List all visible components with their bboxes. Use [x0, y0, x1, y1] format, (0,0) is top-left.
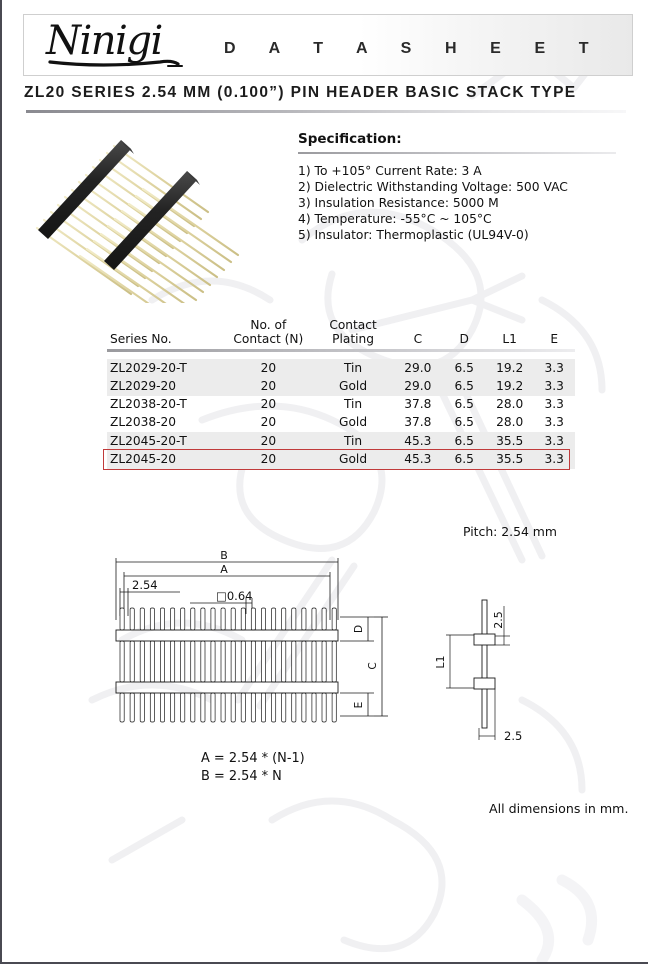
pin-segment: [332, 641, 336, 682]
side-view-drawing: [426, 596, 556, 746]
pin-segment: [171, 693, 175, 722]
table-row[interactable]: [107, 378, 575, 396]
col-c: C: [413, 332, 423, 347]
formula-a: A = 2.54 * (N-1): [201, 751, 305, 766]
cell-n: 20: [260, 415, 277, 430]
pin-segment: [251, 693, 255, 722]
pin-segment: [322, 608, 326, 630]
pin-segment: [211, 641, 215, 682]
pin-segment: [150, 641, 154, 682]
pin-segment: [241, 693, 245, 722]
spec-item: 1) To +105° Current Rate: 3 A: [298, 164, 482, 178]
pin-segment: [171, 608, 175, 630]
all-dimensions-note: All dimensions in mm.: [489, 801, 629, 816]
cell-series: ZL2029-20-T: [107, 359, 224, 377]
pin-segment: [332, 608, 336, 630]
formula-b: B = 2.54 * N: [201, 769, 282, 785]
dim-c-label: C: [367, 662, 379, 670]
pin-segment: [292, 641, 296, 682]
pin-segment: [312, 641, 316, 682]
pin-segment: [292, 608, 296, 630]
cell-c: 37.8: [404, 415, 432, 430]
dim-e-label: E: [353, 701, 365, 709]
pin-segment: [211, 608, 215, 630]
table-row[interactable]: [107, 359, 575, 377]
table-body: [107, 359, 575, 468]
pin-segment: [302, 693, 306, 722]
cell-n: 20: [224, 378, 313, 396]
pin-segment: [150, 608, 154, 630]
cell-l1: 19.2: [486, 359, 534, 377]
pin-segment: [191, 608, 195, 630]
cell-plating: Gold: [313, 450, 393, 468]
pin-segment: [251, 608, 255, 630]
pitch-note: Pitch: 2.54 mm: [463, 524, 557, 539]
specification-divider: [298, 152, 616, 154]
pin-segment: [261, 693, 265, 722]
pin-segment: [130, 608, 134, 630]
pin-segment: [160, 608, 164, 630]
dim-pitch-label: 2.54: [132, 578, 158, 592]
pin-segment: [302, 608, 306, 630]
cell-d: 6.5: [443, 432, 486, 450]
dim-bottom-label: 2.5: [504, 729, 523, 743]
pin-segment: [261, 608, 265, 630]
pin-segment: [140, 641, 144, 682]
pin-segment: [282, 641, 286, 682]
pin-segment: [120, 641, 124, 682]
cell-c: 29.0: [393, 378, 442, 396]
cell-series: ZL2045-20-T: [107, 432, 224, 450]
cell-series: ZL2045-20: [107, 450, 224, 468]
table-header-row: [107, 318, 575, 349]
cell-c: 45.3: [393, 450, 442, 468]
cell-n: 20: [224, 359, 313, 377]
cell-e: 3.3: [533, 450, 575, 468]
cell-series: ZL2038-20-T: [110, 397, 187, 412]
pin-segment: [272, 608, 276, 630]
table-row[interactable]: [107, 414, 575, 432]
pin-segment: [191, 641, 195, 682]
pin-segment: [171, 641, 175, 682]
cell-l1: 35.5: [486, 450, 534, 468]
cell-plating: Gold: [339, 415, 368, 430]
cell-d: 6.5: [443, 450, 486, 468]
product-photo: [35, 128, 285, 303]
pin-segment: [241, 641, 245, 682]
svg-text:Ninigi: Ninigi: [46, 18, 162, 64]
pin-segment: [211, 693, 215, 722]
spec-item: 2) Dielectric Withstanding Voltage: 500 VAC: [298, 180, 568, 195]
pin-segment: [322, 693, 326, 722]
cell-series: ZL2038-20: [110, 415, 177, 430]
cell-l1: 28.0: [496, 397, 524, 412]
cell-e: 3.3: [533, 378, 575, 396]
col-l1: L1: [502, 332, 517, 347]
pin-segment: [191, 693, 195, 722]
dim-d-label: D: [353, 624, 365, 634]
spec-item: 5) Insulator: Thermoplastic (UL94V-0): [298, 228, 529, 243]
pin-segment: [282, 608, 286, 630]
specification-list: [298, 163, 628, 243]
cell-l1: 28.0: [496, 415, 524, 430]
pin-segment: [231, 693, 235, 722]
pin-segment: [140, 608, 144, 630]
cell-c: 45.3: [393, 432, 442, 450]
pin-segment: [221, 693, 225, 722]
pin-segment: [282, 693, 286, 722]
table-row[interactable]: [107, 432, 575, 450]
cell-e: 3.3: [544, 415, 564, 430]
pin-segment: [241, 608, 245, 630]
table-spacer: [107, 352, 575, 359]
pin-segment: [261, 641, 265, 682]
dim-top-label: 2.5: [492, 611, 505, 629]
pin-segment: [160, 641, 164, 682]
cell-e: 3.3: [533, 359, 575, 377]
formula-block: [201, 750, 305, 787]
col-no-of-contact: No. of Contact (N): [233, 318, 304, 347]
specification-heading: Specification:: [298, 131, 402, 147]
cell-plating: Tin: [343, 397, 363, 412]
pin-segment: [292, 693, 296, 722]
cell-d: 6.5: [443, 378, 486, 396]
cell-c: 29.0: [393, 359, 442, 377]
datasheet-wordmark: D A T A S H E E T: [224, 40, 604, 57]
ninigi-logo: [42, 16, 212, 74]
cell-plating: Gold: [313, 378, 393, 396]
pin-segment: [181, 608, 185, 630]
spec-item: 4) Temperature: -55°C ~ 105°C: [298, 212, 492, 227]
cell-n: 20: [224, 432, 313, 450]
pin-segment: [221, 608, 225, 630]
pin-segment: [231, 608, 235, 630]
title-divider: [26, 110, 626, 113]
cell-n: 20: [224, 450, 313, 468]
cell-e: 3.3: [533, 432, 575, 450]
pin-segment: [201, 641, 205, 682]
pin-segment: [312, 608, 316, 630]
pin-segment: [181, 641, 185, 682]
cell-c: 37.8: [404, 397, 432, 412]
cell-n: 20: [260, 397, 277, 412]
spec-item: 3) Insulation Resistance: 5000 M: [298, 196, 499, 211]
pin-segment: [120, 693, 124, 722]
pin-segment: [181, 693, 185, 722]
pin-segment: [302, 641, 306, 682]
cell-d: 6.5: [454, 415, 474, 430]
cell-series: ZL2029-20: [107, 378, 224, 396]
col-e: E: [550, 332, 559, 347]
dim-pin-label: □0.64: [216, 589, 253, 603]
col-contact-plating: Contact Plating: [329, 318, 377, 347]
cell-l1: 35.5: [486, 432, 534, 450]
page-title: ZL20 SERIES 2.54 MM (0.100”) PIN HEADER BASIC STACK TYPE: [24, 84, 577, 101]
cell-plating: Tin: [313, 359, 393, 377]
pin-segment: [120, 608, 124, 630]
pin-segment: [130, 693, 134, 722]
pin-segment: [272, 641, 276, 682]
pin-segment: [231, 641, 235, 682]
pin-segment: [272, 693, 276, 722]
pin-segment: [201, 693, 205, 722]
cell-d: 6.5: [454, 397, 474, 412]
table-row[interactable]: [107, 396, 575, 414]
cell-e: 3.3: [544, 397, 564, 412]
col-series-no: Series No.: [110, 332, 172, 347]
pin-segment: [140, 693, 144, 722]
header-banner: [23, 14, 633, 76]
dim-a-label: A: [220, 563, 228, 576]
cell-d: 6.5: [443, 359, 486, 377]
col-d: D: [459, 332, 469, 347]
pin-segment: [312, 693, 316, 722]
pin-segment: [150, 693, 154, 722]
pin-segment: [160, 693, 164, 722]
pin-segment: [332, 693, 336, 722]
cell-l1: 19.2: [486, 378, 534, 396]
front-view-drawing: [106, 548, 392, 738]
part-number-table: [107, 318, 575, 469]
pin-segment: [130, 641, 134, 682]
dim-b-label: B: [220, 549, 228, 562]
specification-block: [298, 131, 628, 243]
pin-segment: [322, 641, 326, 682]
pin-segment: [221, 641, 225, 682]
pin-segment: [251, 641, 255, 682]
pin-segment: [201, 608, 205, 630]
cell-plating: Tin: [313, 432, 393, 450]
dim-l1-label: L1: [434, 655, 447, 669]
table-row[interactable]: [107, 450, 575, 468]
